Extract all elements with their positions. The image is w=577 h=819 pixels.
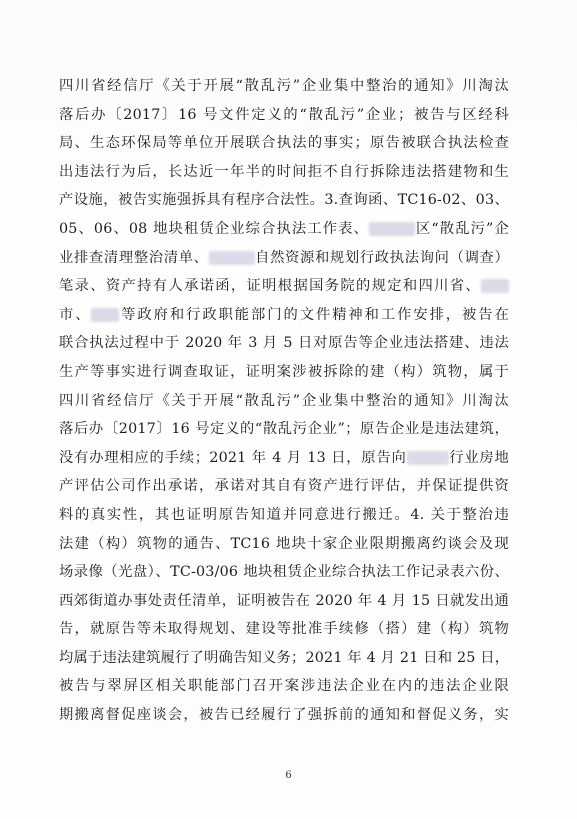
text-span: 市、 [59,306,92,323]
text-line [59,501,509,530]
text-span: 被告与翠屏区相关职能部门召开案涉违法企业在内的违法企业限 [59,678,509,695]
text-span: 产设施，被告实施强拆具有程序合法性。3.查询函、TC16-02、03、 [59,192,509,209]
text-line [59,186,509,215]
text-line [59,587,509,616]
text-line [59,129,509,158]
text-line [59,558,509,587]
text-span: 告，就原告等未取得规划、建设等批准手续修（搭）建（构）筑物 [59,621,509,638]
text-line [59,672,509,701]
text-line [59,615,509,644]
text-line [59,215,509,244]
text-span: 四川省经信厅《关于开展“散乱污”企业集中整治的通知》川淘汰 [59,392,509,409]
text-span: 产评估公司作出承诺，承诺对其自有资产进行评估，并保证提供资 [59,478,509,495]
text-span: 业排查清理整治清单、 [59,249,209,266]
text-span: 西郊街道办事处责任清单，证明被告在 2020 年 4 月 15 日就发出通 [59,592,509,609]
text-span: 区“散乱污”企 [415,220,509,237]
text-span: 生产等事实进行调查取证，证明案涉被拆除的建（构）筑物，属于 [59,363,509,380]
text-span: 出违法行为后，长达近一年半的时间拒不自行拆除违法搭建物和生 [59,163,509,180]
text-span: 期搬离督促座谈会，被告已经履行了强拆前的通知和督促义务，实 [59,707,509,724]
text-span: 四川省经信厅《关于开展“散乱污”企业集中整治的通知》川淘汰 [59,78,509,94]
redaction-mark [91,308,119,322]
text-span: 场录像（光盘）、TC-03/06 地块租赁企业综合执法工作记录表六份、 [59,564,509,581]
text-span: 行业房地 [448,449,509,466]
text-span: 法建（构）筑物的通告、TC16 地块十家企业限期搬离约谈会及现 [59,535,509,552]
redaction-mark [209,251,255,265]
text-line [59,444,509,473]
text-span: 料的真实性，其也证明原告知道并同意进行搬迁。4. 关于整治违 [59,506,509,523]
text-line [59,387,509,416]
text-line [59,272,509,301]
text-span: 05、06、08 地块租赁企业综合执法工作表、 [59,220,370,237]
text-line [59,701,509,730]
text-span: 自然资源和规划行政执法询问（调查） [254,249,510,266]
text-span: 均属于违法建筑履行了明确告知义务；2021 年 4 月 21 日和 25 日， [59,649,510,666]
text-line [59,244,509,273]
text-line [59,329,509,358]
text-span: 等政府和行政职能部门的文件精神和工作安排，被告在 [119,306,509,323]
text-span: 没有办理相应的手续；2021 年 4 月 13 日，原告向 [59,449,407,466]
text-line [59,158,509,187]
page-number: 6 [285,770,292,781]
text-span: 落后办〔2017〕16 号文件定义的“散乱污”企业；被告与区经科 [59,106,509,123]
text-line [59,530,509,559]
redaction-mark [369,222,415,236]
text-span: 联合执法过程中于 2020 年 3 月 5 日对原告等企业违法搭建、违法 [59,335,509,352]
text-line [59,358,509,387]
text-span: 笔录、资产持有人承诺函，证明根据国务院的规定和四川省、 [59,278,481,295]
text-line [59,415,509,444]
text-line [59,644,509,673]
text-line [59,301,509,330]
text-span: 落后办〔2017〕16 号定义的“散乱污企业”；原告企业是违法建筑， [59,421,509,438]
text-span: 局、生态环保局等单位开展联合执法的事实；原告被联合执法检查 [59,135,509,152]
redaction-mark [407,451,449,465]
document-body [59,72,509,730]
text-line [59,472,509,501]
text-line [59,101,509,130]
text-line [59,72,509,101]
redaction-mark [481,279,509,293]
